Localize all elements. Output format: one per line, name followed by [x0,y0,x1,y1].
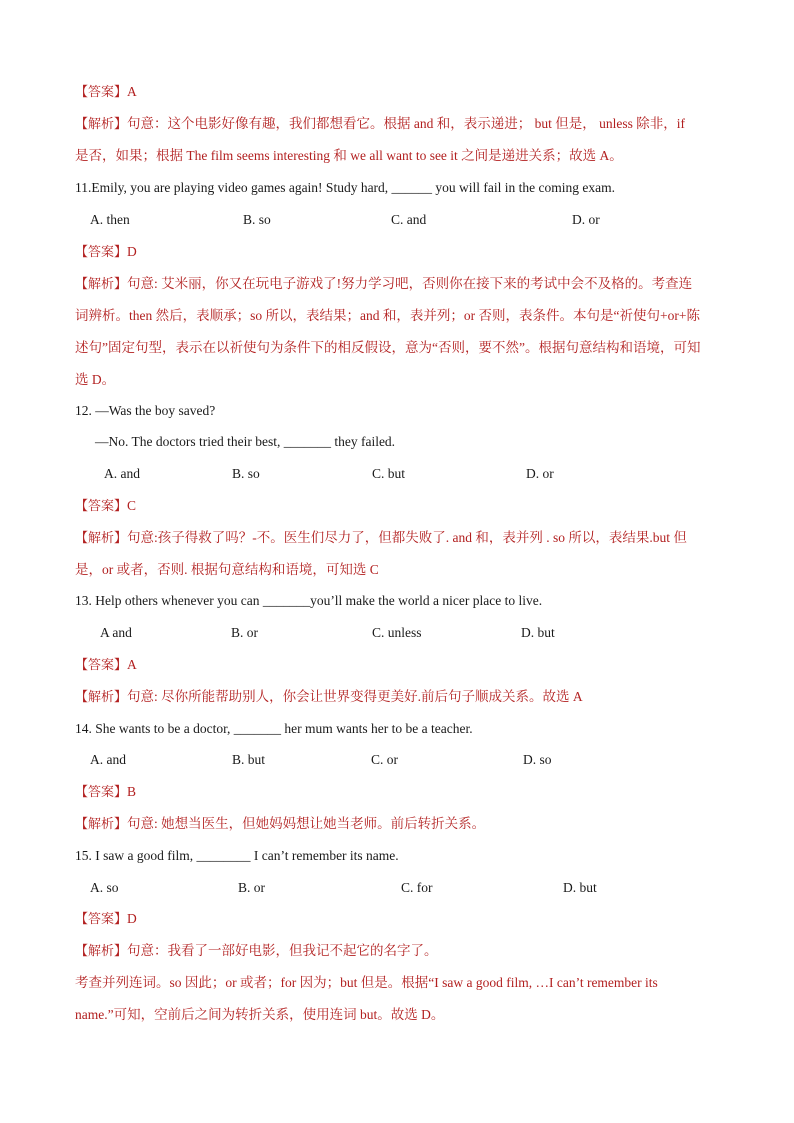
question-stem: 15. I saw a good film, ________ I can’t remember its name. [75,848,399,863]
analysis-tag: 【解析】 [75,817,128,832]
option-c: C. unless [372,625,422,640]
option-a: A. so [90,880,119,895]
question-stem: 14. She wants to be a doctor, _______ her mum wants her to be a teacher. [75,721,473,736]
answer-tag: 【答案】 [75,658,128,673]
option-b: B. but [232,752,266,767]
answer-tag: 【答案】 [75,499,128,514]
analysis-text: 是，or 或者，否则. 根据句意结构和语境，可知选 C [75,562,379,577]
analysis-line [75,689,583,706]
analysis-tag: 【解析】 [75,690,128,705]
answer-line [75,498,136,515]
analysis-text: 考查并列连词。so 因此；or 或者；for 因为；but 但是。根据“I saw a good film, …I can’t remember its [75,975,658,990]
answer-line [75,911,137,928]
option-a: A. then [90,212,130,227]
answer-tag: 【答案】 [75,85,128,100]
analysis-text: 选 D。 [75,372,116,387]
option-a: A. and [90,752,126,767]
option-c: C. for [401,880,433,895]
analysis-line [75,816,485,833]
answer-value: A [127,84,137,99]
option-d: D. so [523,752,552,767]
option-b: B. or [238,880,265,895]
option-b: B. so [232,466,260,481]
analysis-line [75,530,687,547]
question-stem: 13. Help others whenever you can _______you’ll make the world a nicer place to live. [75,593,543,608]
option-d: D. or [572,212,600,227]
question-stem: 11.Emily, you are playing video games again! Study hard, ______ you will fail in the coming exam. [75,180,616,195]
answer-value: B [127,784,137,799]
option-b: B. or [231,625,258,640]
analysis-line [75,116,685,133]
analysis-text: 句意：这个电影好像有趣，我们都想看它。根据 and 和，表示递进； but 但是， unless 除非，if [127,116,686,131]
analysis-text: 句意: 尽你所能帮助别人，你会让世界变得更美好.前后句子顺成关系。故选 A [127,689,583,704]
option-b: B. so [243,212,271,227]
answer-line [75,84,137,101]
analysis-tag: 【解析】 [75,117,128,132]
analysis-tag: 【解析】 [75,531,128,546]
option-a: A. and [104,466,140,481]
answer-value: A [127,657,137,672]
answer-value: D [127,911,137,926]
analysis-tag: 【解析】 [75,944,128,959]
answer-line [75,784,136,801]
answer-value: C [127,498,137,513]
question-stem-reply: —No. The doctors tried their best, _______ they failed. [95,434,396,449]
option-d: D. but [521,625,555,640]
answer-value: D [127,244,137,259]
analysis-text: 述句”固定句型，表示在以祈使句为条件下的相反假设，意为“否则，要不然”。根据句意结构和语境，可知 [75,340,701,355]
question-stem: 12. —Was the boy saved? [75,403,216,418]
analysis-text: 句意：我看了一部好电影，但我记不起它的名字了。 [127,943,438,958]
option-d: D. or [526,466,554,481]
analysis-text: 词辨析。then 然后，表顺承；so 所以，表结果；and 和，表并列；or 否则，表条件。本句是“祈使句+or+陈 [75,308,700,323]
analysis-text: 句意: 她想当医生，但她妈妈想让她当老师。前后转折关系。 [127,816,486,831]
answer-tag: 【答案】 [75,912,128,927]
option-a: A and [100,625,132,640]
answer-tag: 【答案】 [75,245,128,260]
answer-tag: 【答案】 [75,785,128,800]
analysis-text: name.”可知，空前后之间为转折关系，使用连词 but。故选 D。 [75,1007,445,1022]
answer-line [75,244,137,261]
option-d: D. but [563,880,597,895]
analysis-text: 句意:孩子得救了吗？-不。医生们尽力了，但都失败了. and 和，表并列 . so 所以，表结果.but 但 [127,530,687,545]
option-c: C. and [391,212,427,227]
analysis-text: 句意: 艾米丽，你又在玩电子游戏了!努力学习吧，否则你在接下来的考试中会不及格的。考查连 [127,276,693,291]
option-c: C. but [372,466,406,481]
option-c: C. or [371,752,398,767]
analysis-line [75,943,438,960]
answer-line [75,657,137,674]
analysis-text: 是否，如果；根据 The film seems interesting 和 we all want to see it 之间是递进关系；故选 A。 [75,148,623,163]
analysis-tag: 【解析】 [75,277,128,292]
analysis-line [75,276,692,293]
